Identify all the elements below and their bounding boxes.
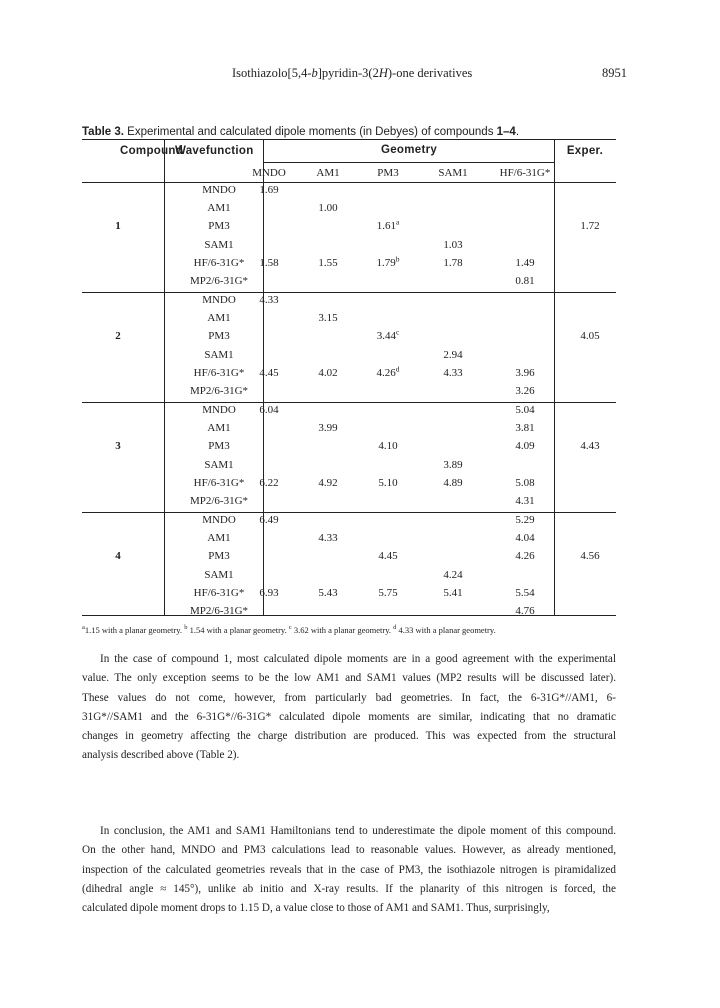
paragraph-line: In conclusion, the AM1 and SAM1 Hamiltonians tend to underestimate the dipole moment of this compound. <box>100 825 616 837</box>
geometry-subheader-am1: AM1 <box>316 167 340 179</box>
dipole-value: 0.81 <box>515 275 535 287</box>
dipole-value: 1.78 <box>443 256 463 269</box>
dipole-value: 4.33 <box>318 532 338 545</box>
footnote-mark: b <box>184 624 188 632</box>
dipole-value: 4.09 <box>515 440 535 453</box>
paragraph-line: On the other hand, MNDO and PM3 calculations lead to reasonable values. However, as already mentioned, <box>82 844 616 857</box>
paragraph-line: value. The only exception seems to be the low AM1 and SAM1 values (MP2 results will be discussed later). <box>82 672 616 685</box>
footnote-mark: c <box>395 327 400 337</box>
group-separator-rule <box>82 512 616 513</box>
compound-number: 2 <box>115 330 121 343</box>
dipole-value: 3.96 <box>515 366 535 379</box>
wavefunction-label: AM1 <box>207 202 231 215</box>
dipole-value: 4.45 <box>259 366 279 379</box>
dipole-value <box>328 327 448 343</box>
table-caption: Table 3. Experimental and calculated dipole moments (in Debyes) of compounds 1–4. <box>82 126 520 138</box>
paragraph-compound-1 <box>82 650 616 766</box>
wavefunction-label: HF/6-31G* <box>193 476 245 489</box>
dipole-value: 4.76 <box>515 605 535 617</box>
paragraph-line: analysis described above (Table 2). <box>82 749 240 762</box>
dipole-value: 3.89 <box>443 458 463 471</box>
dipole-value: 1.69 <box>259 184 279 196</box>
wavefunction-label: MNDO <box>202 294 236 306</box>
wavefunction-label: SAM1 <box>204 238 234 251</box>
footnote-text: 1.54 with a planar geometry. <box>187 625 289 635</box>
wavefunction-label: AM1 <box>207 422 231 435</box>
dipole-value: 1.00 <box>318 202 338 215</box>
table-footnote <box>82 625 496 635</box>
footnote-mark: d <box>393 624 397 632</box>
paragraph-conclusion <box>82 822 616 918</box>
wavefunction-label: HF/6-31G* <box>193 256 245 269</box>
paragraph-line: calculated dipole moment drops to 1.15 D, a value close to those of AM1 and SAM1. Thus, surprisingly, <box>82 902 550 915</box>
wavefunction-label: PM3 <box>208 220 230 233</box>
geometry-subheader-sam1: SAM1 <box>438 167 468 179</box>
dipole-value: 5.41 <box>443 586 463 599</box>
wavefunction-label: PM3 <box>208 330 230 343</box>
dipole-value: 4.89 <box>443 476 463 489</box>
wavefunction-label: MP2/6-31G* <box>189 275 249 287</box>
dipole-value: 4.33 <box>443 366 463 379</box>
dipole-value: 4.10 <box>378 440 398 453</box>
paragraph-line: (dihedral angle ≈ 145°), unlike ab initio and X-ray results. If the planarity of this nitrogen is forced, the <box>82 882 616 895</box>
dipole-value-number: 1.61 <box>376 220 396 233</box>
wavefunction-label: SAM1 <box>204 568 234 581</box>
footnote-mark: b <box>395 254 400 264</box>
dipole-value: 4.31 <box>515 495 535 507</box>
dipole-value: 4.04 <box>515 532 535 545</box>
dipole-value: 3.99 <box>318 422 338 435</box>
dipole-value: 3.15 <box>318 312 338 325</box>
dipole-value: 6.04 <box>259 404 279 416</box>
header-bottom-rule <box>82 182 616 183</box>
wavefunction-label: AM1 <box>207 532 231 545</box>
dipole-value-number: 1.79 <box>376 256 396 269</box>
compound-number: 1 <box>115 220 121 233</box>
experimental-value: 4.56 <box>580 550 600 563</box>
col-header-compound: Compound <box>120 145 184 157</box>
footnote-mark: c <box>288 624 292 632</box>
table-label: Table 3. <box>82 126 124 138</box>
wavefunction-label: MNDO <box>202 184 236 196</box>
dipole-value: 5.04 <box>515 404 535 416</box>
dipole-value: 5.29 <box>515 514 535 526</box>
group-separator-rule <box>82 292 616 293</box>
experimental-value: 4.05 <box>580 330 600 343</box>
wavefunction-label: HF/6-31G* <box>193 366 245 379</box>
compound-number: 3 <box>115 440 121 453</box>
dipole-value: 5.10 <box>378 476 398 489</box>
dipole-value: 4.92 <box>318 476 338 489</box>
dipole-value-number: 4.26 <box>376 366 396 379</box>
dipole-value: 1.55 <box>318 256 338 269</box>
dipole-value: 5.75 <box>378 586 398 599</box>
page-number: 8951 <box>602 66 627 80</box>
wavefunction-label: MP2/6-31G* <box>189 385 249 397</box>
geometry-subheader-rule <box>263 162 554 163</box>
geometry-subheader-pm3: PM3 <box>377 167 399 179</box>
dipole-value: 4.45 <box>378 550 398 563</box>
dipole-value: 1.58 <box>259 256 279 269</box>
footnote-mark: a <box>395 217 400 227</box>
dipole-value: 1.03 <box>443 238 463 251</box>
group-separator-rule <box>82 402 616 403</box>
dipole-value: 3.26 <box>515 385 535 397</box>
col-header-geometry: Geometry <box>380 144 438 156</box>
wavefunction-label: MNDO <box>202 514 236 526</box>
wavefunction-label: AM1 <box>207 312 231 325</box>
dipole-value: 2.94 <box>443 348 463 361</box>
dipole-value: 6.93 <box>259 586 279 599</box>
dipole-value: 6.22 <box>259 476 279 489</box>
footnote-text: 1.15 with a planar geometry. <box>84 625 185 635</box>
wavefunction-label: PM3 <box>208 550 230 563</box>
footnote-mark: a <box>82 624 85 632</box>
dipole-value: 6.49 <box>259 514 279 526</box>
footnote-text: 4.33 with a planar geometry. <box>396 625 496 635</box>
dipole-value: 3.81 <box>515 422 535 435</box>
paragraph-line: changes in geometry affecting the charge distribution are produced. This was expected from the structural <box>82 730 616 743</box>
dipole-value: 5.08 <box>515 476 535 489</box>
paragraph-line: In the case of compound 1, most calculated dipole moments are in a good agreement with the experimental <box>100 653 616 665</box>
dipole-value: 4.33 <box>259 294 279 306</box>
geometry-subheader-mndo: MNDO <box>252 167 286 179</box>
col-header-wavefunction: Wavefunction <box>175 145 254 157</box>
paragraph-line: inspection of the calculated geometries reveals that in the case of PM3, the isothiazole nitrogen is piramidalized <box>82 863 616 876</box>
experimental-value: 4.43 <box>580 440 600 453</box>
dipole-value: 5.54 <box>515 586 535 599</box>
paragraph-line: 31G*//SAM1 and the 6-31G*//6-31G* calculated dipole moments are similar, indicating that no dramatic <box>82 710 616 723</box>
paragraph-line: These values do not come, however, from particularly bad geometries. In fact, the 6-31G*//AM1, 6- <box>82 691 616 704</box>
footnote-text: 3.62 with a planar geometry. <box>291 625 394 635</box>
running-header <box>0 66 720 86</box>
wavefunction-label: PM3 <box>208 440 230 453</box>
dipole-value: 4.26 <box>515 550 535 563</box>
geometry-subheader-hf-6-31g-: HF/6-31G* <box>499 167 551 179</box>
dipole-moment-table <box>82 139 616 616</box>
dipole-value <box>328 217 448 233</box>
dipole-value: 5.43 <box>318 586 338 599</box>
dipole-value: 4.02 <box>318 366 338 379</box>
table-top-rule <box>82 139 616 140</box>
wavefunction-label: HF/6-31G* <box>193 586 245 599</box>
col-header-exper: Exper. <box>566 145 604 157</box>
footnote-mark: d <box>395 364 400 374</box>
wavefunction-label: SAM1 <box>204 458 234 471</box>
dipole-value-number: 3.44 <box>376 330 396 343</box>
dipole-value: 4.24 <box>443 568 463 581</box>
wavefunction-label: SAM1 <box>204 348 234 361</box>
experimental-value: 1.72 <box>580 220 600 233</box>
running-head: Isothiazolo[5,4-b]pyridin-3(2H)-one derivatives <box>232 66 473 80</box>
dipole-value: 1.49 <box>515 256 535 269</box>
compound-number: 4 <box>115 550 121 563</box>
wavefunction-label: MP2/6-31G* <box>189 495 249 507</box>
wavefunction-label: MNDO <box>202 404 236 416</box>
wavefunction-label: MP2/6-31G* <box>189 605 249 617</box>
